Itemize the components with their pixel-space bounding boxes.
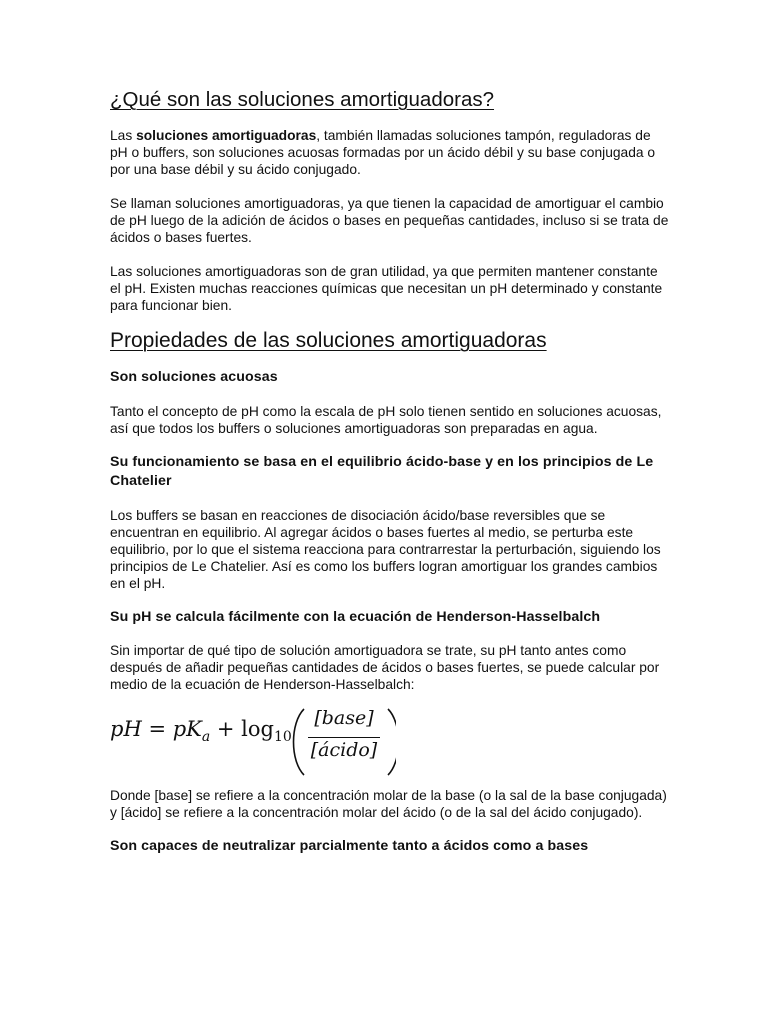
intro-paragraph-2: Se llaman soluciones amortiguadoras, ya que tienen la capacidad de amortiguar el cambio de pH luego de la adición de ácidos o bases en pequeñas cantidades, incluso si se trata de ácidos o bases fuertes. — [110, 196, 669, 245]
document-content — [110, 86, 670, 856]
intro-paragraph-3: Las soluciones amortiguadoras son de gran utilidad, ya que permiten mantener constante el pH. Existen muchas reacciones químicas que necesitan un pH determinado y constante para funcionar bien. — [110, 264, 663, 313]
formula-left-side — [110, 717, 292, 745]
formula-equals: = — [141, 717, 173, 741]
formula-denominator: [ácido] — [310, 739, 378, 761]
section-1-body: Tanto el concepto de pH como la escala de pH solo tienen sentido en soluciones acuosas, así que todos los buffers o soluciones amortiguadoras son preparadas en agua. — [110, 404, 662, 436]
formula-log: log — [241, 717, 274, 741]
section-3-body: Sin importar de qué tipo de solución amortiguadora se trate, su pH tanto antes como después de añadir pequeñas cantidades de ácidos o bases fuertes, se puede calcular por medio de la ecuación de Henderson-Hasselbalch: — [110, 643, 660, 692]
formula-plus: + — [210, 717, 242, 741]
formula-pk-sub: a — [201, 729, 211, 746]
section-2-body: Los buffers se basan en reacciones de disociación ácido/base reversibles que se encuentran en equilibrio. Al agregar ácidos o bases fuertes al medio, se perturba este equilibrio, por lo que el sistema reacciona para contrarrestar la perturbación, siguiendo los principios de Le Chatelier. Así es como los buffers logran amortiguar los grandes cambios en el pH. — [110, 508, 661, 591]
properties-heading: Propiedades de las soluciones amortiguadoras — [110, 329, 547, 352]
right-paren-shape — [388, 709, 396, 775]
section-2-title: Su funcionamiento se basa en el equilibrio ácido-base y en los principios de Le Chatelier — [110, 454, 654, 489]
section-3-title: Su pH se calcula fácilmente con la ecuación de Henderson-Hasselbalch — [110, 609, 601, 625]
section-1-title: Son soluciones acuosas — [110, 369, 278, 385]
section-4-title: Son capaces de neutralizar parcialmente tanto a ácidos como a bases — [110, 838, 589, 854]
formula-ph: pH — [110, 717, 142, 741]
main-heading: ¿Qué son las soluciones amortiguadoras? — [110, 88, 495, 111]
intro-p1-bold: soluciones amortiguadoras — [136, 128, 317, 143]
left-paren-shape — [294, 709, 305, 775]
formula-log-sub: 10 — [273, 729, 292, 746]
formula-numerator: [base] — [314, 707, 374, 729]
section-3-after-formula: Donde [base] se refiere a la concentración molar de la base (o la sal de la base conjugada) y [ácido] se refiere a la concentración molar del ácido (o de la sal del ácido conjugado). — [110, 788, 667, 820]
formula-pk: pK — [172, 717, 202, 741]
fraction-bar — [308, 737, 380, 738]
intro-p1-suffix: , también llamadas soluciones tampón, reguladoras de pH o buffers, son soluciones acuosas formadas por un ácido débil y su base conjugada o por una base débil y su ácido conjugado. — [110, 128, 656, 177]
henderson-hasselbalch-formula — [110, 705, 670, 779]
intro-p1-prefix: Las — [110, 128, 137, 143]
intro-paragraph-1 — [110, 127, 670, 178]
